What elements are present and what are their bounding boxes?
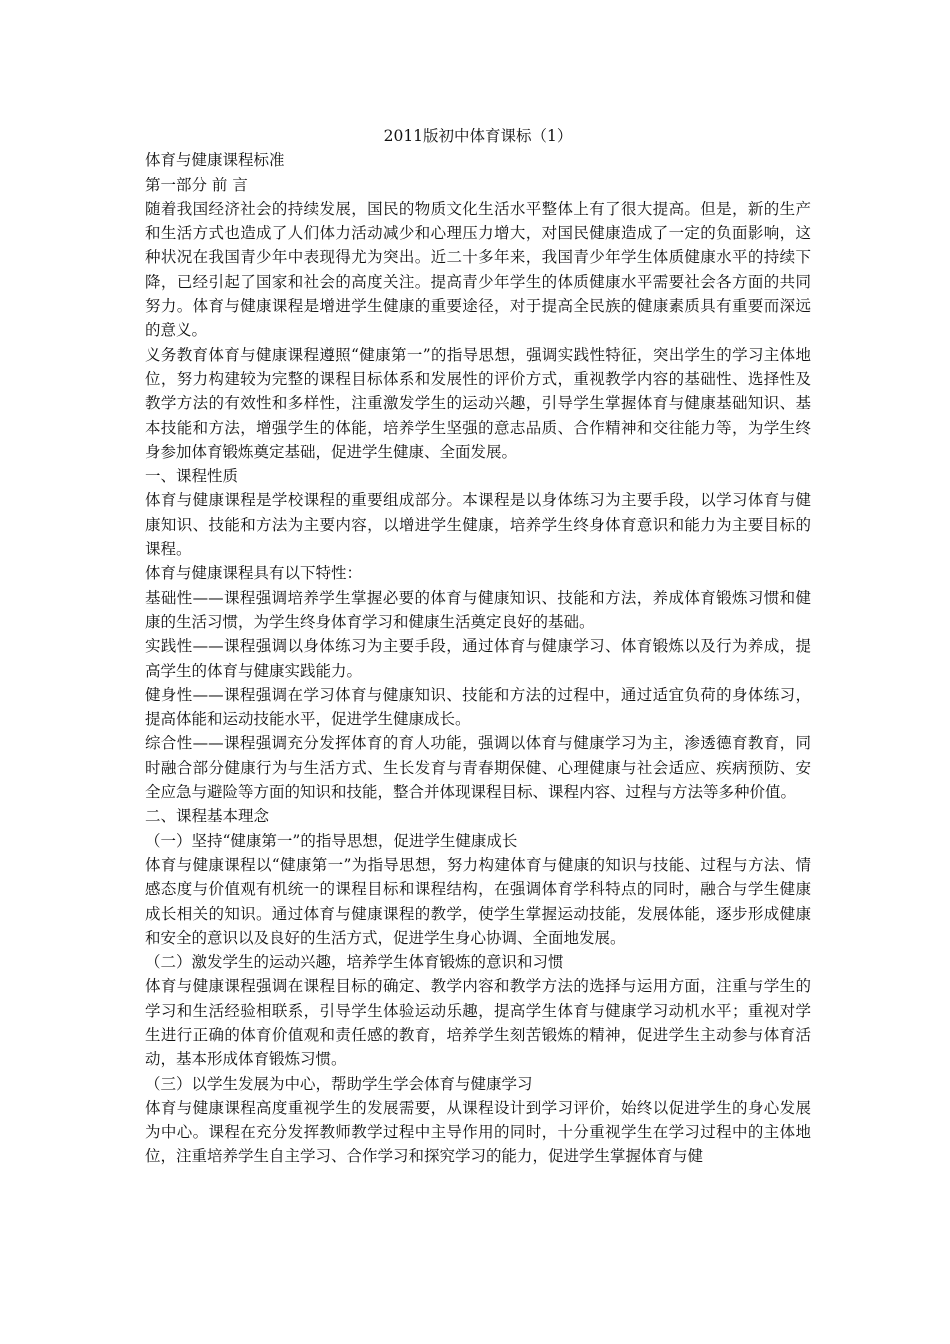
heading-course-nature: 一、课程性质	[145, 467, 239, 486]
heading-curriculum-standard: 体育与健康课程标准	[145, 151, 285, 170]
heading-basic-concepts: 二、课程基本理念	[145, 807, 270, 826]
subheading-health-first: （一）坚持“健康第一”的指导思想，促进学生健康成长	[145, 831, 518, 850]
document-title: 2011版初中体育课标（1）	[383, 127, 573, 145]
document-body	[145, 124, 811, 1169]
paragraph-fitness: 健身性——课程强调在学习体育与健康知识、技能和方法的过程中，通过适宜负荷的身体练习，提高体能和运动技能水平，促进学生健康成长。	[145, 685, 811, 729]
subheading-student-centered: （三）以学生发展为中心，帮助学生学会体育与健康学习	[145, 1074, 533, 1093]
paragraph-comprehensive: 综合性——课程强调充分发挥体育的育人功能，强调以体育与健康学习为主，渗透德育教育，同时融合部分健康行为与生活方式、生长发育与青春期保健、心理健康与社会适应、疾病预防、安全应急与避险等方面的知识和技能，整合并体现课程目标、课程内容、过程与方法等多种价值。	[145, 734, 811, 802]
subheading-sports-interest: （二）激发学生的运动兴趣，培养学生体育锻炼的意识和习惯	[145, 953, 564, 972]
paragraph-student-centered: 体育与健康课程高度重视学生的发展需要，从课程设计到学习评价，始终以促进学生的身心发展为中心。课程在充分发挥教师教学过程中主导作用的同时，十分重视学生在学习过程中的主体地位，注重培养学生自主学习、合作学习和探究学习的能力，促进学生掌握体育与健	[145, 1098, 811, 1166]
paragraph-basic: 基础性——课程强调培养学生掌握必要的体育与健康知识、技能和方法，养成体育锻炼习惯和健康的生活习惯，为学生终身体育学习和健康生活奠定良好的基础。	[145, 588, 811, 631]
paragraph-health-first: 体育与健康课程以“健康第一”为指导思想，努力构建体育与健康的知识与技能、过程与方法、情感态度与价值观有机统一的课程目标和课程结构，在强调体育学科特点的同时，融合与学生健康成长相关的知识。通过体育与健康课程的教学，使学生掌握运动技能，发展体能，逐步形成健康和安全的意识以及良好的生活方式，促进学生身心协调、全面地发展。	[145, 855, 811, 947]
paragraph-practical: 实践性——课程强调以身体练习为主要手段，通过体育与健康学习、体育锻炼以及行为养成，提高学生的体育与健康实践能力。	[145, 637, 811, 680]
paragraph-characteristics-intro: 体育与健康课程具有以下特性：	[145, 564, 363, 583]
paragraph-background: 随着我国经济社会的持续发展，国民的物质文化生活水平整体上有了很大提高。但是，新的生产和生活方式也造成了人们体力活动减少和心理压力增大，对国民健康造成了一定的负面影响，这种状况在我国青少年中表现得尤为突出。近二十多年来，我国青少年学生体质健康水平的持续下降，已经引起了国家和社会的高度关注。提高青少年学生的体质健康水平需要社会各方面的共同努力。体育与健康课程是增进学生健康的重要途径，对于提高全民族的健康素质具有重要而深远的意义。	[145, 199, 811, 340]
paragraph-sports-interest: 体育与健康课程强调在课程目标的确定、教学内容和教学方法的选择与运用方面，注重与学生的学习和生活经验相联系，引导学生体验运动乐趣，提高学生体育与健康学习动机水平；重视对学生进行正确的体育价值观和责任感的教育，培养学生刻苦锻炼的精神，促进学生主动参与体育活动，基本形成体育锻炼习惯。	[145, 977, 811, 1069]
paragraph-course-nature: 体育与健康课程是学校课程的重要组成部分。本课程是以身体练习为主要手段，以学习体育与健康知识、技能和方法为主要内容，以增进学生健康，培养学生终身体育意识和能力为主要目标的课程。	[145, 491, 811, 559]
heading-part-one-preface: 第一部分 前 言	[145, 175, 248, 194]
paragraph-compulsory-education: 义务教育体育与健康课程遵照“健康第一”的指导思想，强调实践性特征，突出学生的学习主体地位，努力构建较为完整的课程目标体系和发展性的评价方式，重视教学内容的基础性、选择性及教学方法的有效性和多样性，注重激发学生的运动兴趣，引导学生掌握体育与健康基础知识、基本技能和方法，增强学生的体能，培养学生坚强的意志品质、合作精神和交往能力等，为学生终身参加体育锻炼奠定基础，促进学生健康、全面发展。	[145, 345, 811, 461]
